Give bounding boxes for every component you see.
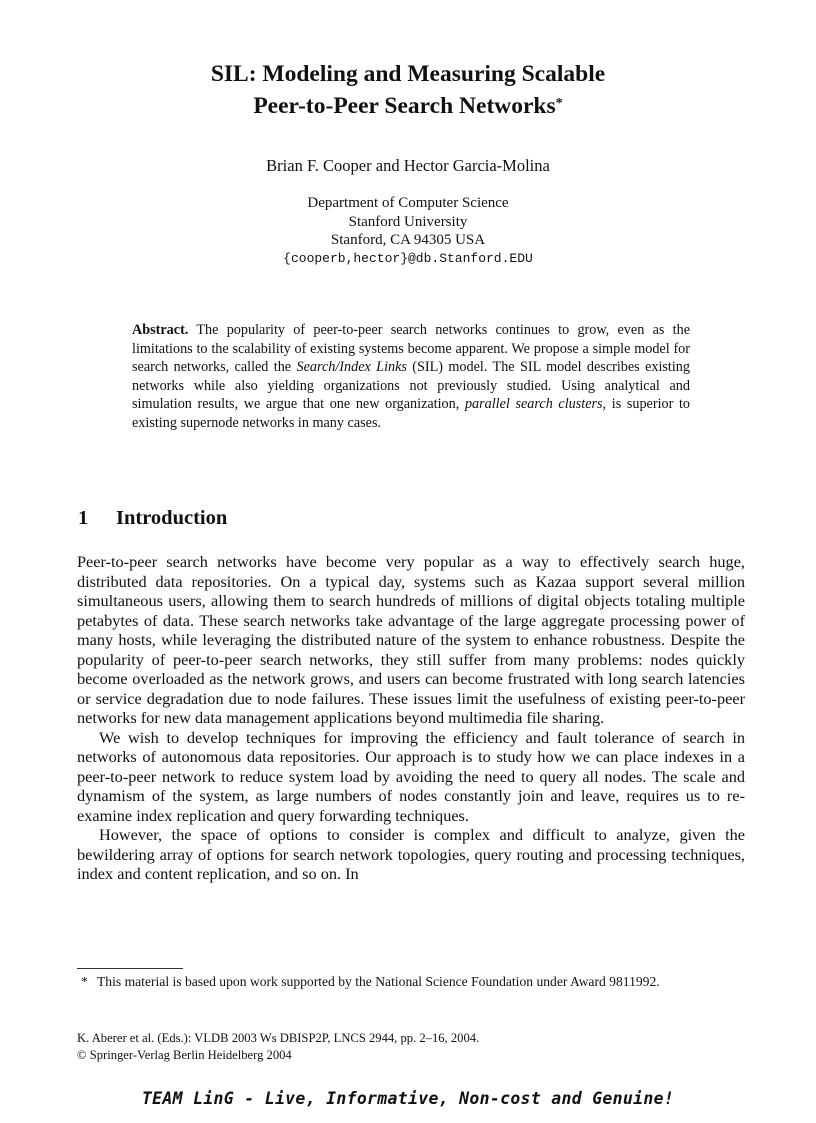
abstract-text-3: is superior to existing supernode networks in many cases. — [132, 396, 691, 431]
title-line-2-text: Peer-to-Peer Search Networks — [253, 93, 556, 119]
section-number: 1 — [78, 507, 89, 529]
team-ling-banner: TEAM LinG - Live, Informative, Non-cost and Genuine! — [141, 1089, 675, 1108]
citation — [77, 1030, 479, 1064]
abstract-term-sil: Search/Index Links — [296, 359, 407, 375]
title-footnote-mark: * — [555, 96, 563, 111]
abstract-text-2: (SIL) model. The SIL model describes existing networks while also yielding organizations not previously studied. Using analytical and simulation results, we argue that one new organization, — [132, 359, 690, 412]
title-line-1: SIL: Modeling and Measuring Scalable — [210, 61, 606, 87]
affiliation-address: Stanford, CA 94305 USA — [330, 232, 486, 248]
section-title: Introduction — [116, 507, 228, 529]
footnote-mark: * — [81, 974, 88, 989]
affiliation-university: Stanford University — [348, 213, 468, 230]
citation-line-1: K. Aberer et al. (Eds.): VLDB 2003 Ws DBISP2P, LNCS 2944, pp. 2–16, 2004. — [77, 1031, 480, 1045]
title-line-2 — [0, 90, 816, 126]
body-paragraph-1: Peer-to-peer search networks have become very popular as a way to effectively search huge, distributed data repositories. On a typical day, systems such as Kazaa support several million simultaneous users, allowing them to search hundreds of millions of digital objects totaling multiple petabytes of data. These search networks take advantage of the large aggregate processing power of many hosts, while leveraging the distributed nature of the system to enhance robustness. Despite the popularity of peer-to-peer search networks, they still suffer from many problems: nodes quickly become overloaded as the network grows, and users can become frustrated with long search latencies or service degradation due to node failures. These issues limit the usefulness of existing peer-to-peer networks for new data management applications beyond multimedia file sharing. — [77, 552, 745, 727]
affiliation — [0, 194, 816, 268]
paper-title — [0, 58, 816, 126]
abstract-term-psc: parallel search clusters, — [464, 396, 607, 412]
abstract-text-1: The popularity of peer-to-peer search networks continues to grow, even as the limitations to the scalability of existing systems become apparent. We propose a simple model for search networks, called the — [132, 322, 690, 375]
section-heading — [78, 507, 227, 530]
abstract — [132, 321, 690, 432]
body-text — [77, 552, 745, 884]
affiliation-email: {cooperb,hector}@db.Stanford.EDU — [283, 250, 533, 266]
abstract-label: Abstract. — [132, 322, 189, 338]
footnote-rule — [77, 968, 183, 969]
citation-line-2: © Springer-Verlag Berlin Heidelberg 2004 — [77, 1048, 292, 1062]
authors: Brian F. Cooper and Hector Garcia-Molina — [266, 156, 550, 175]
body-paragraph-2: We wish to develop techniques for improving the efficiency and fault tolerance of search in networks of autonomous data repositories. Our approach is to study how we can place indexes in a peer-to-peer network to reduce system load by avoiding the need to query all nodes. The scale and dynamism of the system, as large numbers of nodes constantly join and leave, requires us to re-examine index replication and query forwarding techniques. — [77, 727, 745, 825]
body-paragraph-3: However, the space of options to consider is complex and difficult to analyze, given the bewildering array of options for search network topologies, query routing and processing techniques, index and content replication, and so on. In — [77, 825, 745, 883]
footnote — [77, 972, 745, 992]
affiliation-department: Department of Computer Science — [307, 195, 509, 211]
footnote-text: This material is based upon work supported by the National Science Foundation under Award 9811992. — [97, 974, 660, 989]
